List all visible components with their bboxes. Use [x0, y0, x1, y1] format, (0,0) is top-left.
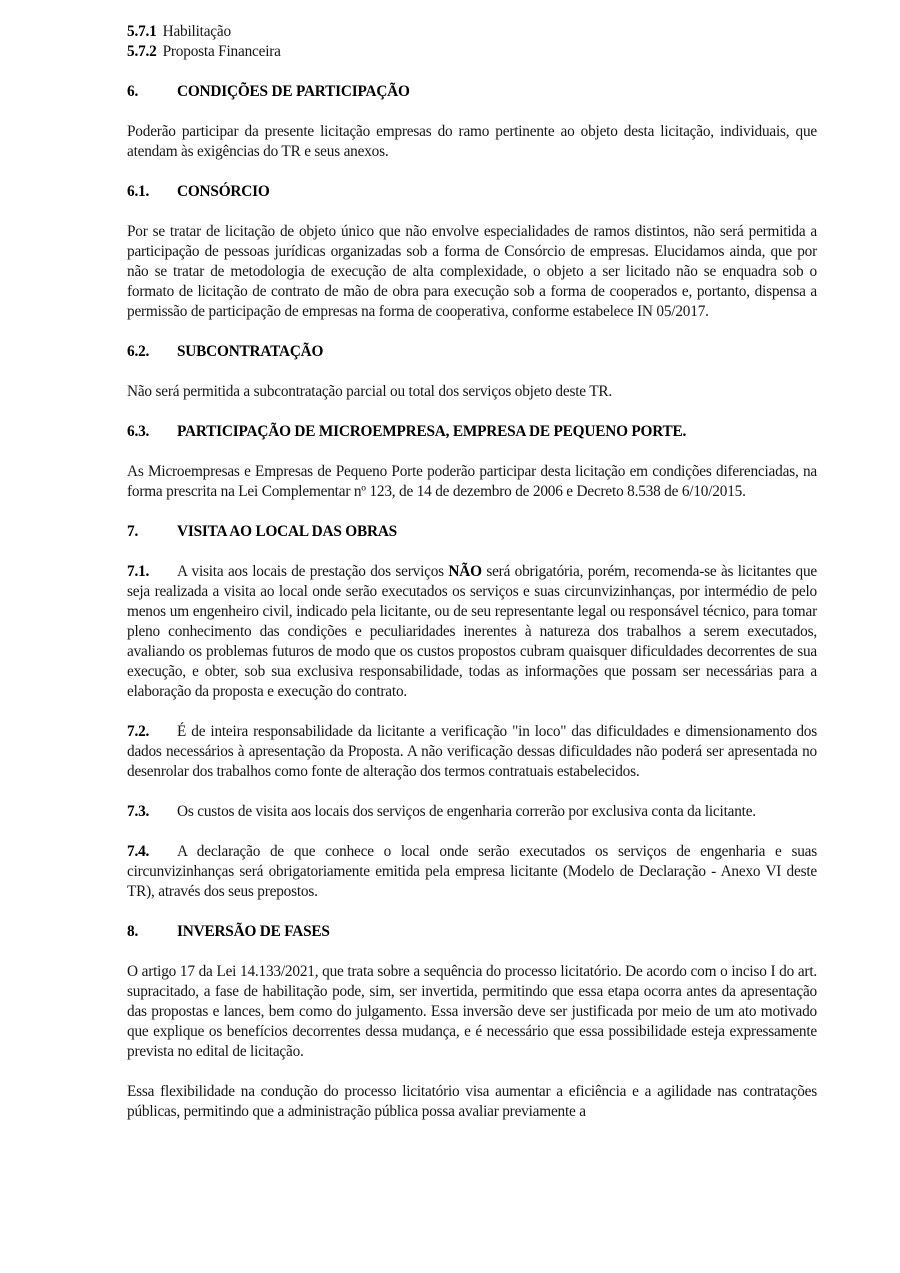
section-number: 6. — [127, 83, 139, 100]
text-run: O artigo 17 da Lei 14.133/2021, que trata sobre a sequência do processo licitatório. De acordo com o inciso I do art. supracitado, a fase de habilitação pode, sim, ser invertida, permitindo que essa etapa ocorra antes da apresentação das propostas e lances, bem como do julgamento. Essa inversão deve ser justificada por meio de um ato motivado que explique os benefícios decorrentes dessa mudança, e é necessário que essa possibilidade esteja expressamente prevista no edital de licitação. — [127, 963, 817, 1060]
section-title: INVERSÃO DE FASES — [177, 923, 330, 940]
section-number: 7. — [127, 523, 139, 540]
text-run: Poderão participar da presente licitação empresas do ramo pertinente ao objeto desta licitação, individuais, que atendam às exigências do TR e seus anexos. — [127, 123, 817, 160]
section-title: VISITA AO LOCAL DAS OBRAS — [177, 523, 397, 540]
section-title: CONSÓRCIO — [177, 183, 270, 200]
section-number: 6.1. — [127, 183, 150, 200]
paragraph — [127, 962, 817, 1062]
paragraph — [127, 722, 817, 782]
item-number: 5.7.1 — [127, 23, 157, 40]
section-title: CONDIÇÕES DE PARTICIPAÇÃO — [177, 83, 410, 100]
paragraph — [127, 382, 817, 402]
numbered-line — [127, 42, 817, 62]
section-heading — [127, 182, 817, 202]
paragraph — [127, 802, 817, 822]
section-heading — [127, 522, 817, 542]
section-heading — [127, 422, 817, 442]
text-run: Não será permitida a subcontratação parcial ou total dos serviços objeto deste TR. — [127, 383, 612, 400]
section-heading — [127, 82, 817, 102]
section-number: 8. — [127, 923, 139, 940]
text-run: será obrigatória, porém, recomenda-se às licitantes que seja realizada a visita ao local onde serão executados os serviços e suas circunvizinhanças, por intermédio de pelo menos um engenheiro civil, indicado pela licitante, ou de seu representante legal ou responsável técnico, para tomar pleno conhecimento das condições e peculiaridades inerentes à natureza dos trabalhos a serem executados, avaliando os problemas futuros de modo que os custos propostos cubram quaisquer dificuldades decorrentes de sua execução, e obter, sob sua exclusiva responsabilidade, todas as informações que possam ser necessárias para a elaboração da proposta e execução do contrato. — [127, 563, 818, 700]
paragraph-number: 7.2. — [127, 723, 150, 740]
section-number: 6.3. — [127, 423, 150, 440]
text-run: Por se tratar de licitação de objeto único que não envolve especialidades de ramos distintos, não será permitida a participação de pessoas jurídicas organizadas sob a forma de Consórcio de empresas. Elucidamos ainda, que por não se tratar de metodologia de execução de alta complexidade, o objeto a ser licitado não se enquadra sob o formato de licitação de contrato de mão de obra para execução sob a forma de cooperados e, portanto, dispensa a permissão de participação de empresas na forma de cooperativa, conforme estabelece IN 05/2017. — [127, 223, 817, 320]
text-run: A declaração de que conhece o local onde serão executados os serviços de engenharia e suas circunvizinhanças será obrigatoriamente emitida pela empresa licitante (Modelo de Declaração - Anexo VI deste TR), através dos seus prepostos. — [127, 843, 817, 900]
section-heading — [127, 342, 817, 362]
section-title: SUBCONTRATAÇÃO — [177, 343, 324, 360]
paragraph-number: 7.3. — [127, 803, 150, 820]
text-run: É de inteira responsabilidade da licitante a verificação "in loco" das dificuldades e dimensionamento dos dados necessários à apresentação da Proposta. A não verificação dessas dificuldades não poderá ser apresentada no desenrolar dos trabalhos como fonte de alteração dos termos contratuais estabelecidos. — [127, 723, 817, 780]
paragraph-number: 7.1. — [127, 563, 150, 580]
document-content — [127, 22, 817, 1122]
numbered-line — [127, 22, 817, 42]
text-run: Proposta Financeira — [162, 43, 281, 60]
text-run: Os custos de visita aos locais dos serviços de engenharia correrão por exclusiva conta da licitante. — [177, 803, 756, 820]
paragraph — [127, 562, 817, 702]
paragraph — [127, 122, 817, 162]
text-run: A visita aos locais de prestação dos serviços — [177, 563, 449, 580]
paragraph — [127, 222, 817, 322]
section-title: PARTICIPAÇÃO DE MICROEMPRESA, EMPRESA DE PEQUENO PORTE. — [177, 423, 687, 440]
paragraph — [127, 1082, 817, 1122]
text-run: NÃO — [448, 563, 482, 580]
text-run: As Microempresas e Empresas de Pequeno Porte poderão participar desta licitação em condições diferenciadas, na forma prescrita na Lei Complementar nº 123, de 14 de dezembro de 2006 e Decreto 8.538 de 6/10/2015. — [127, 463, 817, 500]
paragraph — [127, 842, 817, 902]
section-number: 6.2. — [127, 343, 150, 360]
item-number: 5.7.2 — [127, 43, 157, 60]
text-run: Habilitação — [162, 23, 231, 40]
paragraph-number: 7.4. — [127, 843, 150, 860]
paragraph — [127, 462, 817, 502]
text-run: Essa flexibilidade na condução do processo licitatório visa aumentar a eficiência e a agilidade nas contratações públicas, permitindo que a administração pública possa avaliar previamente a — [127, 1083, 817, 1120]
section-heading — [127, 922, 817, 942]
